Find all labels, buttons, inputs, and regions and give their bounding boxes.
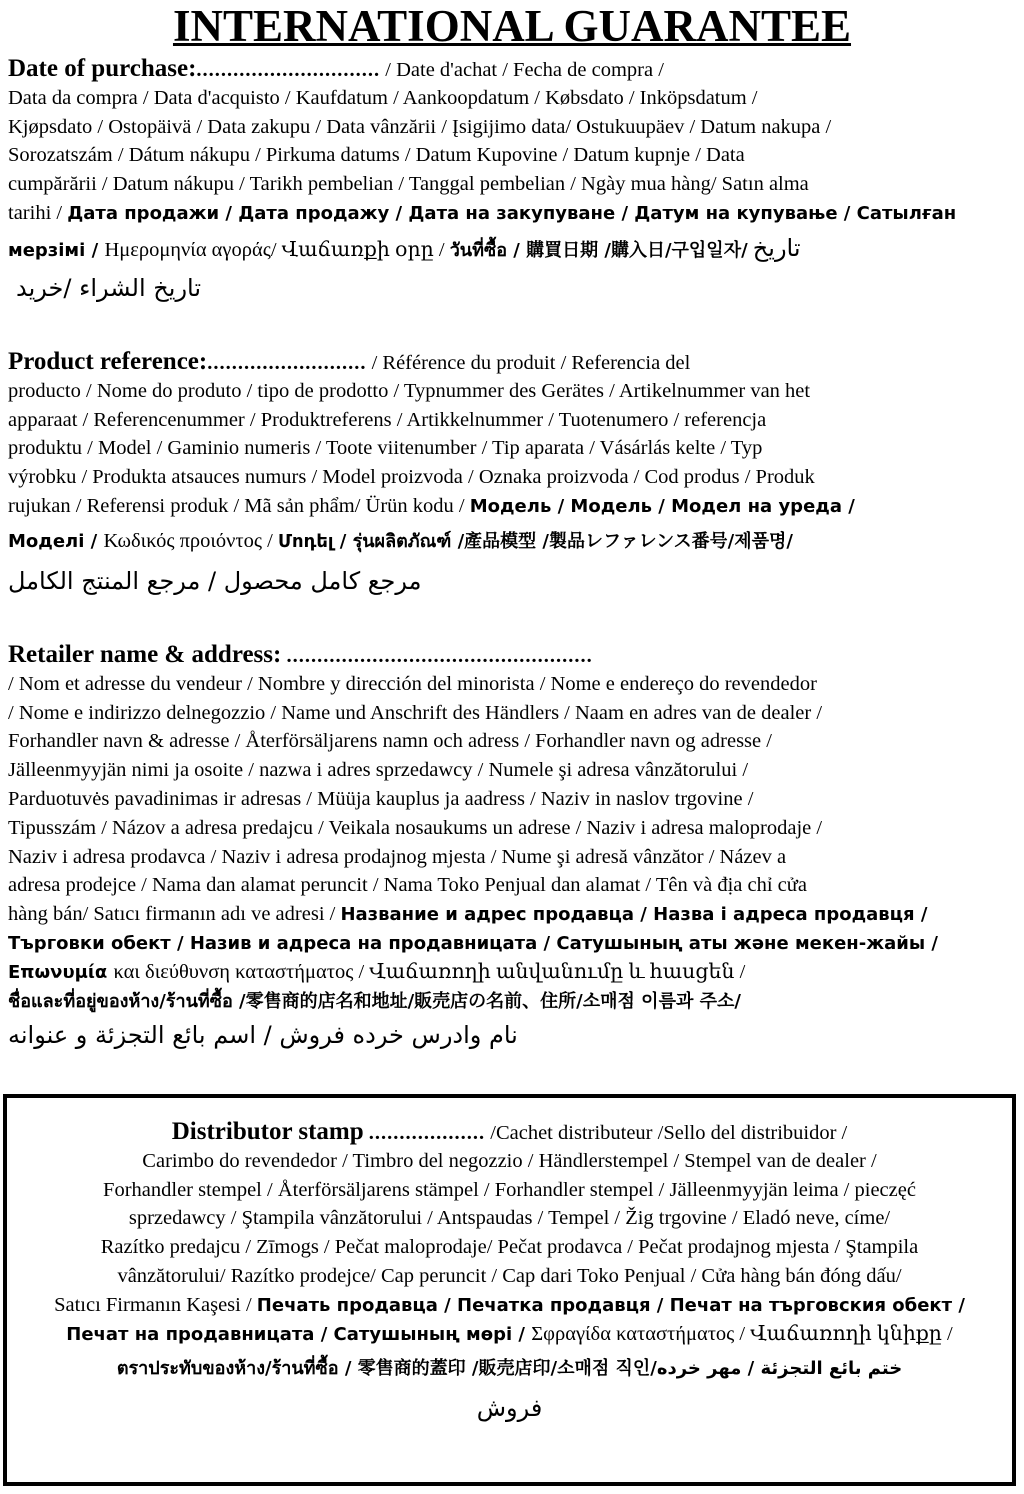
reference-line: rujukan / Referensi produk / Mã sản phẩm/ Ürün kodu / Модель / Модель / Модел на уреда / — [8, 494, 855, 517]
reference-line: producto / Nome do produto / tipo de prodotto / Typnummer des Gerätes / Artikelnummer van het — [8, 379, 811, 402]
stamp-line-1: Distributor stamp ................... /Cachet distributeur /Sello del distribuidor / — [171, 1118, 848, 1145]
retailer-line: نام وادرس خرده فروش / اسم بائع التجزئة و عنوانه — [8, 1021, 518, 1050]
reference-dots: .......................... — [207, 352, 367, 374]
stamp-label: Distributor stamp — [171, 1118, 364, 1145]
retailer-section — [8, 641, 1012, 1055]
reference-line: apparaat / Referencenummer / Produktreferens / Artikkelnummer / Tuotenumero / referencja — [8, 408, 767, 431]
purchase-line: تاريخ الشراء /خريد — [16, 273, 202, 302]
stamp-line: Печат на продавницата / Сатушының мөрі / Σφραγίδα καταστήματος / Վաճառողի կնիքը / — [66, 1322, 953, 1345]
reference-line: výrobku / Produkta atsauces numurs / Model proizvoda / Oznaka proizvoda / Cod produs / Produk — [8, 466, 815, 489]
purchase-label: Date of purchase: — [8, 55, 197, 82]
retailer-line: hàng bán/ Satıcı firmanın adı ve adresi / Название и адрес продавца / Назва і адреса продавця / — [8, 903, 928, 926]
purchase-line: Data da compra / Data d'acquisto / Kaufdatum / Aankoopdatum / Købsdato / Inköpsdatum / — [8, 86, 758, 109]
stamp-line: Razítko predajcu / Zīmogs / Pečat maloprodaje/ Pečat prodavca / Pečat prodajnog mjesta / Ştampila — [100, 1236, 919, 1259]
retailer-label: Retailer name & address: — [8, 641, 282, 668]
retailer-line-1 — [8, 641, 1012, 670]
purchase-dots: .............................. — [196, 59, 381, 81]
stamp-line: Forhandler stempel / Återförsäljarens stämpel / Forhandler stempel / Jälleenmyyjän leima / pieczęć — [103, 1178, 916, 1201]
retailer-line: ชื่อและที่อยู่ของห้าง/ร้านที่ซื้อ /零售商的店名和地址/販売店の名前、住所/소매점 이름과 주소/ — [8, 990, 741, 1012]
page-title: INTERNATIONAL GUARANTEE — [172, 1, 852, 51]
stamp-line: Carimbo do revendedor / Timbro del negozzio / Händlerstempel / Stempel van de dealer / — [142, 1149, 877, 1172]
stamp-dots: ................... — [368, 1122, 486, 1144]
purchase-line: tarihi / Дата продажи / Дата продажу / Дата на закупуване / Датум на купување / Сатылған — [8, 201, 957, 224]
stamp-text — [7, 1118, 1012, 1428]
purchase-section — [8, 55, 1012, 308]
stamp-line: Satıcı Firmanın Kaşesi / Печать продавца / Печатка продавця / Печат на търговския обект / — [54, 1293, 965, 1316]
distributor-stamp-box[interactable] — [3, 1094, 1016, 1486]
reference-label: Product reference: — [8, 348, 208, 375]
reference-line: produktu / Model / Gaminio numeris / Toote viitenumber / Tip aparata / Vásárlás kelte / Typ — [8, 437, 763, 460]
retailer-line: / Nom et adresse du vendeur / Nombre y dirección del minorista / Nome e endereço do revendedor — [8, 672, 817, 695]
reference-section — [8, 348, 1012, 601]
stamp-line: vânzătorului/ Razítko prodejce/ Cap peruncit / Cap dari Toko Penjual / Cửa hàng bán đóng dấu/ — [117, 1264, 902, 1287]
purchase-line: Kjøpsdato / Ostopäivä / Data zakupu / Data vânzării / Įsigijimo data/ Ostukuupäev / Datum nakupa / — [8, 115, 832, 138]
retailer-line: Forhandler navn & adresse / Återförsäljarens namn och adress / Forhandler navn og adresse / — [8, 730, 772, 753]
stamp-line: ตราประทับของห้าง/ร้านที่ซื้อ / 零售商的蓋印 /販売店印/소매점 직인/ختم بائع التجزئة / مهر خرده — [116, 1358, 903, 1380]
retailer-line: Επωνυμία και διεύθυνση καταστήματος / Վաճառողի անվանումը և հասցեն / — [8, 960, 746, 983]
purchase-line: cumpărării / Datum nákupu / Tarikh pembelian / Tanggal pembelian / Ngày mua hàng/ Satın alma — [8, 173, 809, 196]
stamp-line: sprzedawcy / Ştampila vânzătorului / Antspaudas / Tempel / Žig trgovine / Eladó neve, címe/ — [128, 1207, 891, 1230]
retailer-line: Naziv i adresa prodavca / Naziv i adresa prodajnog mjesta / Nume şi adresă vânzător / Název a — [8, 845, 787, 868]
reference-line: مرجع كامل محصول / مرجع المنتج الكامل — [8, 566, 422, 595]
retailer-line: adresa prodejce / Nama dan alamat peruncit / Nama Toko Penjual dan alamat / Tên và địa chỉ cửa — [8, 874, 807, 897]
stamp-line: فروش — [476, 1394, 543, 1423]
retailer-line: / Nome e indirizzo delnegozzio / Name und Anschrift des Händlers / Naam en adres van de dealer / — [8, 701, 823, 724]
reference-line: Моделі / Κωδικός προιόντος / Մոդել / รุ่นผลิตภัณฑ์ /產品模型 /製品レファレンス番号/제품명/ — [8, 529, 793, 552]
purchase-line: Sorozatszám / Dátum nákupu / Pirkuma datums / Datum Kupovine / Datum kupnje / Data — [8, 144, 745, 167]
retailer-line: Tipusszám / Názov a adresa predajcu / Veikala nosaukums un adrese / Naziv i adresa maloprodaje / — [8, 816, 823, 839]
reference-line-1: Product reference:.......................... / Référence du produit / Referencia del — [8, 348, 691, 375]
purchase-line-1: Date of purchase:.............................. / Date d'achat / Fecha de compra / — [8, 55, 664, 82]
retailer-line: Jälleenmyyjän nimi ja osoite / nazwa i adres sprzedawcy / Numele şi adresa vânzătorului / — [8, 759, 749, 782]
purchase-line: мерзімі / Ημερομηνία αγοράς/ Վաճառքի օրը / วันที่ซื้อ / 購買日期 /購入日/구입일자/ تاريخ — [8, 233, 801, 262]
retailer-dots: .................................................. — [286, 645, 593, 667]
retailer-line: Търговки обект / Назив и адреса на продавницата / Сатушының аты және мекен-жайы / — [8, 932, 938, 954]
retailer-line: Parduotuvės pavadinimas ir adresas / Müüja kauplus ja aadress / Naziv in naslov trgovine / — [8, 787, 754, 810]
